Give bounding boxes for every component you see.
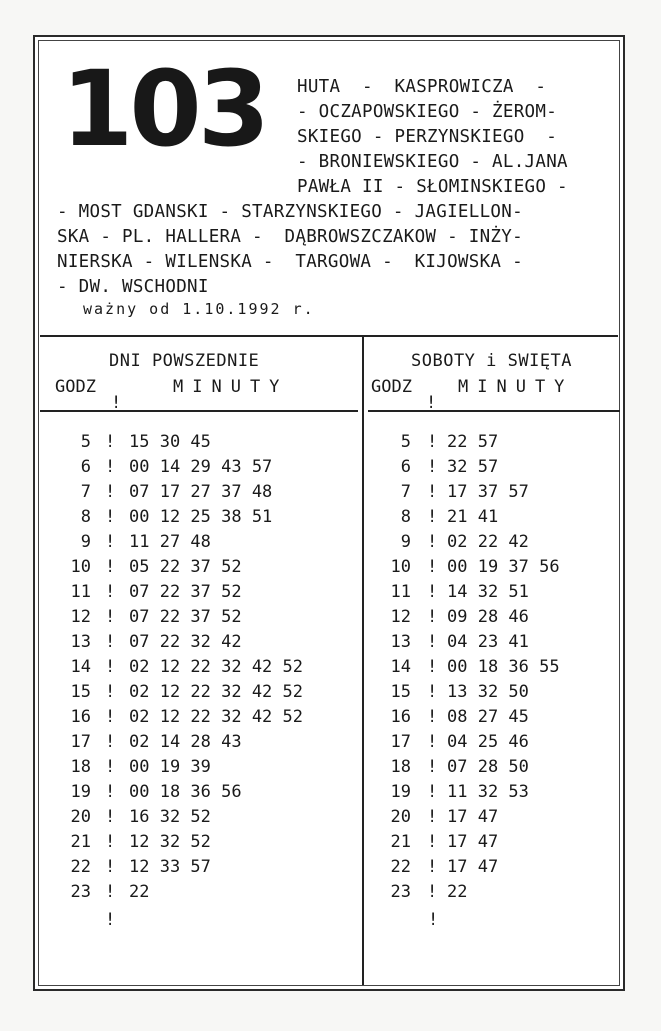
route-stops-line-3: SKIEGO - PERZYNSKIEGO - xyxy=(297,127,558,147)
weekend-minutes: 00 19 37 56 xyxy=(447,557,560,577)
weekday-hour: 7 xyxy=(80,482,91,502)
weekday-hour: 20 xyxy=(70,807,91,827)
weekend-separator: ! xyxy=(427,832,438,852)
weekday-minutes: 00 14 29 43 57 xyxy=(129,457,273,477)
weekday-minutes: 07 17 27 37 48 xyxy=(129,482,273,502)
weekday-hour: 8 xyxy=(80,507,91,527)
weekday-hour: 19 xyxy=(70,782,91,802)
weekend-separator: ! xyxy=(427,707,438,727)
weekday-separator: ! xyxy=(105,832,116,852)
weekend-minutes: 14 32 51 xyxy=(447,582,529,602)
weekdays-title: DNI POWSZEDNIE xyxy=(109,351,260,371)
weekend-separator: ! xyxy=(427,507,438,527)
weekday-hour: 11 xyxy=(70,582,91,602)
weekend-minutes: 17 47 xyxy=(447,832,499,852)
weekend-minutes: 13 32 50 xyxy=(447,682,529,702)
weekday-minutes: 07 22 37 52 xyxy=(129,607,242,627)
weekday-separator: ! xyxy=(105,682,116,702)
weekday-separator: ! xyxy=(105,607,116,627)
weekend-hour: 9 xyxy=(400,532,411,552)
weekday-separator: ! xyxy=(105,807,116,827)
weekday-minutes: 12 33 57 xyxy=(129,857,211,877)
weekday-separator: ! xyxy=(105,482,116,502)
weekends-header-rule xyxy=(368,410,620,412)
weekend-separator: ! xyxy=(427,732,438,752)
weekday-hour: 5 xyxy=(80,432,91,452)
weekdays-minutes-label: MINUTY xyxy=(173,377,289,397)
weekend-separator: ! xyxy=(427,657,438,677)
weekend-hour: 12 xyxy=(390,607,411,627)
weekday-separator: ! xyxy=(105,557,116,577)
weekend-separator: ! xyxy=(427,757,438,777)
weekday-separator: ! xyxy=(105,707,116,727)
route-stops-line-6: - MOST GDANSKI - STARZYNSKIEGO - JAGIELLON- xyxy=(57,202,523,222)
weekday-minutes: 00 18 36 56 xyxy=(129,782,242,802)
weekend-minutes: 04 25 46 xyxy=(447,732,529,752)
weekday-minutes: 12 32 52 xyxy=(129,832,211,852)
weekend-separator: ! xyxy=(427,782,438,802)
weekend-minutes: 22 57 xyxy=(447,432,499,452)
weekend-hour: 17 xyxy=(390,732,411,752)
timetable-frame xyxy=(33,35,625,991)
weekday-separator: ! xyxy=(105,657,116,677)
weekend-hour: 16 xyxy=(390,707,411,727)
weekend-separator: ! xyxy=(427,457,438,477)
weekend-separator: ! xyxy=(427,482,438,502)
route-stops-line-4: - BRONIEWSKIEGO - AL.JANA xyxy=(297,152,568,172)
weekend-minutes: 22 xyxy=(447,882,468,902)
weekday-minutes: 02 12 22 32 42 52 xyxy=(129,657,303,677)
weekend-minutes: 17 47 xyxy=(447,807,499,827)
weekend-separator: ! xyxy=(427,557,438,577)
weekends-trailing-separator: ! xyxy=(428,910,439,930)
weekday-hour: 22 xyxy=(70,857,91,877)
weekday-minutes: 02 14 28 43 xyxy=(129,732,242,752)
weekday-hour: 13 xyxy=(70,632,91,652)
weekday-minutes: 16 32 52 xyxy=(129,807,211,827)
weekday-separator: ! xyxy=(105,507,116,527)
weekday-minutes: 15 30 45 xyxy=(129,432,211,452)
weekday-separator: ! xyxy=(105,457,116,477)
weekday-separator: ! xyxy=(105,532,116,552)
weekend-hour: 23 xyxy=(390,882,411,902)
weekend-separator: ! xyxy=(427,582,438,602)
route-stops-line-2: - OCZAPOWSKIEGO - ŻEROM- xyxy=(297,102,558,122)
weekday-minutes: 02 12 22 32 42 52 xyxy=(129,682,303,702)
weekend-minutes: 32 57 xyxy=(447,457,499,477)
weekend-hour: 14 xyxy=(390,657,411,677)
weekends-header-separator: ! xyxy=(426,393,437,413)
weekend-hour: 22 xyxy=(390,857,411,877)
weekday-minutes: 05 22 37 52 xyxy=(129,557,242,577)
weekday-separator: ! xyxy=(105,632,116,652)
weekday-hour: 15 xyxy=(70,682,91,702)
route-stops-line-5: PAWŁA II - SŁOMINSKIEGO - xyxy=(297,177,568,197)
weekend-hour: 15 xyxy=(390,682,411,702)
weekday-hour: 12 xyxy=(70,607,91,627)
weekend-separator: ! xyxy=(427,807,438,827)
weekday-hour: 23 xyxy=(70,882,91,902)
weekend-hour: 5 xyxy=(400,432,411,452)
weekday-separator: ! xyxy=(105,782,116,802)
weekday-hour: 21 xyxy=(70,832,91,852)
weekend-hour: 6 xyxy=(400,457,411,477)
weekends-hour-label: GODZ xyxy=(371,377,412,397)
weekend-hour: 11 xyxy=(390,582,411,602)
weekday-minutes: 00 12 25 38 51 xyxy=(129,507,273,527)
weekend-hour: 8 xyxy=(400,507,411,527)
weekdays-hour-label: GODZ xyxy=(55,377,96,397)
weekend-hour: 21 xyxy=(390,832,411,852)
weekend-minutes: 02 22 42 xyxy=(447,532,529,552)
weekday-hour: 16 xyxy=(70,707,91,727)
weekend-minutes: 21 41 xyxy=(447,507,499,527)
weekday-separator: ! xyxy=(105,432,116,452)
weekend-minutes: 11 32 53 xyxy=(447,782,529,802)
route-stops-line-8: NIERSKA - WILENSKA - TARGOWA - KIJOWSKA - xyxy=(57,252,523,272)
weekend-hour: 7 xyxy=(400,482,411,502)
weekday-separator: ! xyxy=(105,757,116,777)
weekend-hour: 20 xyxy=(390,807,411,827)
weekday-hour: 10 xyxy=(70,557,91,577)
weekday-hour: 6 xyxy=(80,457,91,477)
column-divider xyxy=(362,335,364,985)
weekday-minutes: 07 22 32 42 xyxy=(129,632,242,652)
weekday-separator: ! xyxy=(105,582,116,602)
weekend-hour: 13 xyxy=(390,632,411,652)
weekdays-header-separator: ! xyxy=(111,393,122,413)
weekend-separator: ! xyxy=(427,682,438,702)
weekday-hour: 14 xyxy=(70,657,91,677)
valid-from-date: ważny od 1.10.1992 r. xyxy=(83,300,315,318)
route-stops-line-7: SKA - PL. HALLERA - DĄBROWSZCZAKOW - INŻY- xyxy=(57,227,523,247)
weekdays-header-rule xyxy=(40,410,358,412)
weekends-title: SOBOTY i SWIĘTA xyxy=(411,351,573,371)
weekend-separator: ! xyxy=(427,607,438,627)
weekend-minutes: 17 47 xyxy=(447,857,499,877)
weekend-separator: ! xyxy=(427,532,438,552)
weekday-minutes: 07 22 37 52 xyxy=(129,582,242,602)
weekend-minutes: 04 23 41 xyxy=(447,632,529,652)
weekend-minutes: 17 37 57 xyxy=(447,482,529,502)
weekend-minutes: 08 27 45 xyxy=(447,707,529,727)
weekend-minutes: 00 18 36 55 xyxy=(447,657,560,677)
weekday-separator: ! xyxy=(105,882,116,902)
route-stops-line-9: - DW. WSCHODNI xyxy=(57,277,209,297)
header-divider xyxy=(40,335,618,337)
weekend-separator: ! xyxy=(427,632,438,652)
weekend-separator: ! xyxy=(427,882,438,902)
weekend-hour: 18 xyxy=(390,757,411,777)
weekday-minutes: 00 19 39 xyxy=(129,757,211,777)
weekend-minutes: 09 28 46 xyxy=(447,607,529,627)
weekday-separator: ! xyxy=(105,857,116,877)
weekday-hour: 17 xyxy=(70,732,91,752)
weekday-hour: 18 xyxy=(70,757,91,777)
weekdays-trailing-separator: ! xyxy=(105,910,116,930)
weekday-minutes: 11 27 48 xyxy=(129,532,211,552)
weekday-minutes: 22 xyxy=(129,882,150,902)
weekday-hour: 9 xyxy=(80,532,91,552)
weekend-minutes: 07 28 50 xyxy=(447,757,529,777)
weekends-minutes-label: MINUTY xyxy=(458,377,574,397)
route-stops-line-1: HUTA - KASPROWICZA - xyxy=(297,77,547,97)
weekend-separator: ! xyxy=(427,432,438,452)
weekday-separator: ! xyxy=(105,732,116,752)
weekend-hour: 19 xyxy=(390,782,411,802)
weekday-minutes: 02 12 22 32 42 52 xyxy=(129,707,303,727)
weekend-hour: 10 xyxy=(390,557,411,577)
route-number: 103 xyxy=(61,48,267,170)
weekend-separator: ! xyxy=(427,857,438,877)
